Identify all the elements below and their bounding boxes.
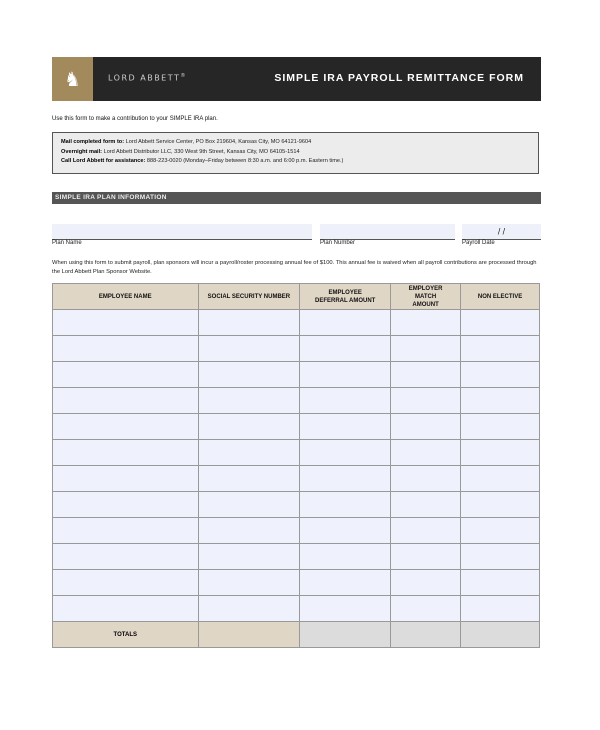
table-row [53,362,540,388]
overnight-label: Overnight mail: [61,148,103,155]
table-row [53,388,540,414]
phone-line [61,157,538,167]
table-cell-input[interactable] [300,336,391,362]
table-cell-input[interactable] [461,492,540,518]
table-cell-input[interactable] [391,596,461,622]
totals-label: TOTALS [53,622,199,648]
table-cell-input[interactable] [461,570,540,596]
table-row [53,596,540,622]
table-cell-input[interactable] [461,440,540,466]
table-cell-input[interactable] [391,440,461,466]
phone-text: 888-223-0020 (Monday–Friday between 8:30 a.m. and 6:00 p.m. Eastern time.) [145,158,344,164]
column-header: EMPLOYEE NAME [53,284,199,310]
table-cell-input[interactable] [300,362,391,388]
mail-text: Lord Abbett Service Center, PO Box 219604, Kansas City, MO 64121-9604 [124,139,312,145]
table-cell-input[interactable] [391,336,461,362]
table-cell-input[interactable] [198,518,300,544]
table-row [53,570,540,596]
table-row [53,414,540,440]
table-cell-input[interactable] [461,544,540,570]
table-cell-input[interactable] [461,388,540,414]
column-header: SOCIAL SECURITY NUMBER [198,284,300,310]
table-cell-input[interactable] [300,388,391,414]
table-cell-input[interactable] [198,336,300,362]
table-cell-input[interactable] [461,362,540,388]
table-cell-input[interactable] [391,492,461,518]
payroll-date-label: Payroll Date [462,240,495,246]
table-header-row [53,284,540,310]
table-row [53,466,540,492]
mail-label: Mail completed form to: [61,139,125,145]
table-cell-input[interactable] [391,518,461,544]
plan-name-input[interactable] [52,224,312,240]
table-cell-input[interactable] [198,310,300,336]
table-row [53,336,540,362]
table-cell-input[interactable] [300,570,391,596]
section-header: SIMPLE IRA PLAN INFORMATION [52,192,541,204]
payroll-date-input[interactable]: / / [462,224,541,240]
table-cell-input[interactable] [53,440,199,466]
fee-notice: When using this form to submit payroll, plan sponsors will incur a payroll/roster processing annual fee of $100. This annual fee is waived when all payroll contributions are processed through the Lord Abbett Plan Sponsor Website. [52,260,537,275]
table-cell-input[interactable] [198,440,300,466]
overnight-text: Lord Abbett Distributor LLC, 330 West 9th Street, Kansas City, MO 64105-1514 [102,148,300,155]
table-cell-input[interactable] [391,570,461,596]
mail-line [61,138,538,148]
table-cell-input[interactable] [53,310,199,336]
table-cell-input[interactable] [391,544,461,570]
form-title: SIMPLE IRA PAYROLL REMITTANCE FORM [274,72,524,84]
table-cell-input[interactable] [300,440,391,466]
table-cell-input[interactable] [300,544,391,570]
totals-row [53,622,540,648]
table-cell-input[interactable] [300,596,391,622]
table-cell-input[interactable] [461,466,540,492]
table-row [53,544,540,570]
table-cell-input[interactable] [53,466,199,492]
table-cell-input[interactable] [391,388,461,414]
totals-cell[interactable] [391,622,461,648]
column-header: EMPLOYER MATCH AMOUNT [391,284,461,310]
column-header: EMPLOYEE DEFERRAL AMOUNT [300,284,391,310]
table-cell-input[interactable] [53,388,199,414]
table-cell-input[interactable] [391,414,461,440]
totals-cell[interactable] [461,622,540,648]
table-cell-input[interactable] [53,492,199,518]
table-cell-input[interactable] [198,570,300,596]
table-row [53,492,540,518]
table-cell-input[interactable] [53,336,199,362]
table-cell-input[interactable] [198,414,300,440]
brand-name [108,73,187,83]
table-cell-input[interactable] [53,414,199,440]
table-cell-input[interactable] [391,310,461,336]
totals-cell [198,622,300,648]
totals-cell[interactable] [300,622,391,648]
table-cell-input[interactable] [198,362,300,388]
table-cell-input[interactable] [198,596,300,622]
phone-label: Call Lord Abbett for assistance: [61,158,146,164]
table-cell-input[interactable] [53,596,199,622]
table-cell-input[interactable] [198,492,300,518]
mailing-info-box [52,132,539,174]
table-cell-input[interactable] [53,362,199,388]
table-row [53,440,540,466]
table-cell-input[interactable] [53,544,199,570]
plan-number-label: Plan Number [320,240,356,246]
knight-chess-icon: ♞ [52,57,93,101]
table-row [53,310,540,336]
overnight-line [61,148,538,158]
table-body [53,310,540,648]
intro-text: Use this form to make a contribution to your SIMPLE IRA plan. [52,116,218,122]
table-cell-input[interactable] [461,518,540,544]
plan-number-input[interactable] [320,224,455,240]
table-cell-input[interactable] [198,466,300,492]
table-cell-input[interactable] [300,518,391,544]
table-row [53,518,540,544]
table-cell-input[interactable] [461,310,540,336]
table-cell-input[interactable] [461,596,540,622]
table-cell-input[interactable] [391,362,461,388]
table-cell-input[interactable] [461,414,540,440]
brand-text: LORD ABBETT [108,73,181,83]
table-cell-input[interactable] [300,492,391,518]
column-header: NON ELECTIVE [461,284,540,310]
table-cell-input[interactable] [53,570,199,596]
header-banner [52,57,541,101]
registered-mark: ® [180,73,187,79]
table-cell-input[interactable] [53,518,199,544]
table-cell-input[interactable] [461,336,540,362]
remittance-table [52,283,540,648]
table-cell-input[interactable] [391,466,461,492]
plan-name-label: Plan Name [52,240,82,246]
table-cell-input[interactable] [300,414,391,440]
table-cell-input[interactable] [198,388,300,414]
table-cell-input[interactable] [198,544,300,570]
table-cell-input[interactable] [300,310,391,336]
table-cell-input[interactable] [300,466,391,492]
